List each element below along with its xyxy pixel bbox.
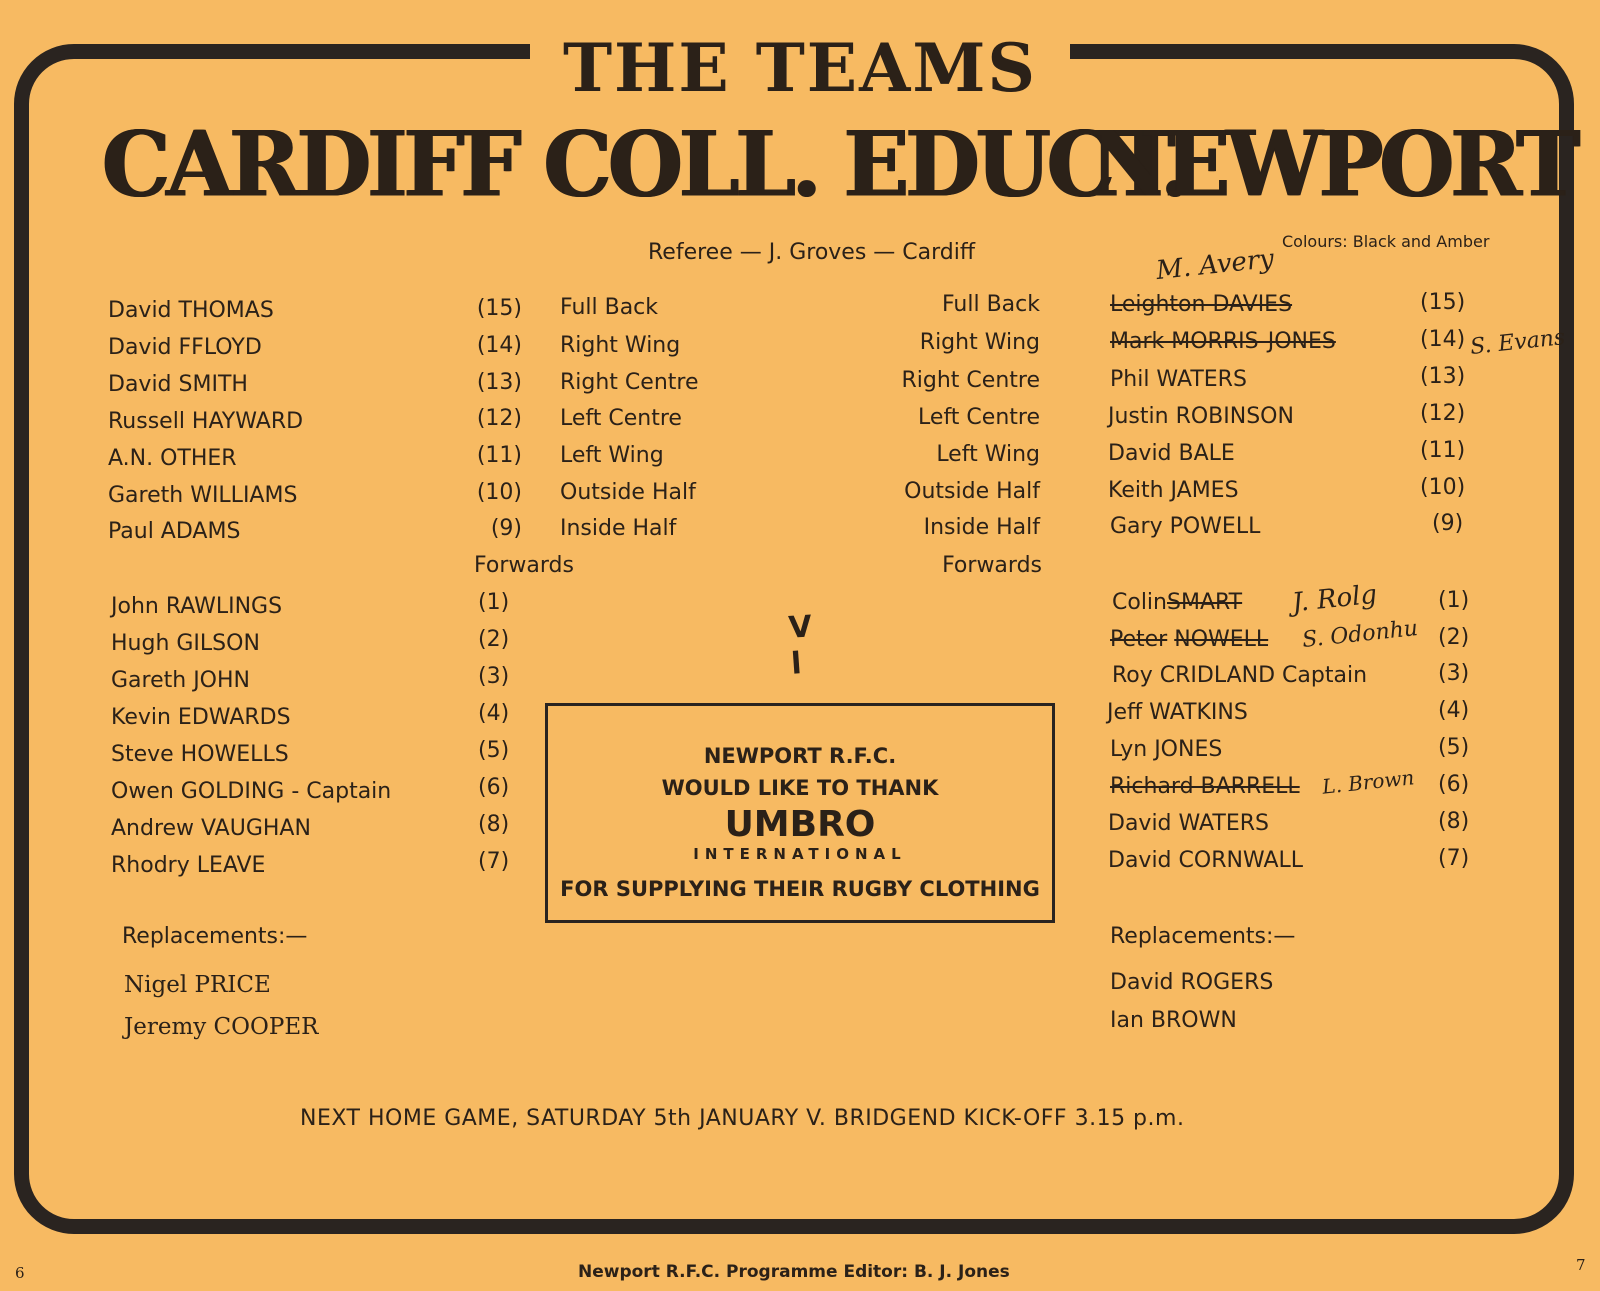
home-player-num: (15) [476,296,522,321]
away-player: David BALE [1108,441,1235,466]
away-player-num: (12) [1420,401,1466,426]
away-player: Justin ROBINSON [1108,404,1294,429]
away-player-num: (4) [1438,698,1470,723]
handwritten-replacement: S. Odonhu [1301,615,1420,654]
away-colours: Colours: Black and Amber [1282,232,1490,251]
away-player: David CORNWALL [1108,848,1304,873]
away-player-num: (6) [1438,772,1470,797]
away-player-num: (7) [1438,846,1470,871]
home-player-num: (13) [476,370,522,395]
away-player-last: NOWELL [1174,627,1269,652]
away-position: Inside Half [923,515,1040,540]
home-player-num: (5) [478,738,510,763]
away-player-last: SMART [1167,590,1243,615]
away-player [1110,627,1268,652]
home-player-num: (4) [478,701,510,726]
sponsor-box [545,703,1055,923]
home-replacement: Jeremy COOPER [124,1014,319,1040]
away-player: Richard BARRELL [1110,774,1300,799]
away-forwards-label: Forwards [942,553,1042,578]
home-player: Russell HAYWARD [108,409,304,434]
page-number-left: 6 [15,1264,25,1282]
home-team-name: CARDIFF COLL. EDUCT. [102,111,1187,218]
home-player-num: (7) [478,849,510,874]
home-player-num: (10) [476,480,522,505]
handwritten-replacement: L. Brown [1320,765,1416,799]
home-player-num: (1) [478,590,510,615]
home-player: Rhodry LEAVE [111,853,266,878]
home-position: Left Wing [560,443,664,468]
sponsor-line-1: NEWPORT R.F.C. [703,744,897,768]
away-player-num: (9) [1432,511,1464,536]
away-player-first: Peter [1110,627,1168,652]
home-player: Gareth JOHN [111,668,250,693]
sponsor-line-5: FOR SUPPLYING THEIR RUGBY CLOTHING [560,877,1040,901]
away-player-num: (1) [1438,588,1470,613]
away-player: Jeff WATKINS [1107,700,1248,725]
home-replacement: Nigel PRICE [124,972,271,998]
home-player: Gareth WILLIAMS [108,483,298,508]
home-player: David FFLOYD [108,335,262,360]
home-position: Full Back [560,295,659,320]
away-replacements-label: Replacements:— [1110,924,1296,949]
center-handwritten-mark [788,609,816,682]
away-position: Right Centre [901,368,1040,393]
away-player-num: (2) [1438,625,1470,650]
away-replacement: David ROGERS [1110,970,1274,995]
home-player-num: (6) [478,775,510,800]
page-number-right: 7 [1576,1256,1586,1274]
sponsor-line-4: INTERNATIONAL [693,845,907,863]
away-player-num: (14) [1420,327,1466,352]
home-forwards-label: Forwards [474,553,574,578]
handwritten-replacement: J. Rolg [1290,579,1379,619]
away-player: Mark MORRIS-JONES [1110,329,1336,354]
away-position: Outside Half [904,479,1040,504]
home-player: Steve HOWELLS [111,742,289,767]
away-team-name: NEWPORT [1090,111,1577,218]
away-player: Roy CRIDLAND Captain [1112,663,1368,688]
home-player-num: (14) [476,333,522,358]
home-player-num: (9) [490,516,522,541]
handwritten-replacement: M. Avery [1154,243,1276,287]
away-player: Keith JAMES [1108,478,1239,503]
home-player: John RAWLINGS [111,594,283,619]
away-player-num: (3) [1438,661,1470,686]
page-title: THE TEAMS [562,29,1038,107]
home-player: Owen GOLDING - Captain [111,779,392,804]
away-player: Phil WATERS [1110,367,1247,392]
away-player: Lyn JONES [1110,737,1223,762]
home-player: David THOMAS [108,298,274,323]
referee: Referee — J. Groves — Cardiff [648,240,976,265]
home-player: Hugh GILSON [111,631,260,656]
handwritten-replacement: S. Evans [1468,325,1567,360]
home-player-num: (12) [476,406,522,431]
sponsor-brand: UMBRO [724,804,876,845]
away-position: Left Centre [918,405,1040,430]
away-player-num: (15) [1420,290,1466,315]
center-mark-text: V l [787,609,814,682]
home-player-num: (3) [478,664,510,689]
away-player: David WATERS [1108,811,1269,836]
away-replacement: Ian BROWN [1110,1008,1237,1033]
away-player: Gary POWELL [1110,514,1261,539]
away-position: Full Back [941,292,1040,317]
footer-editor: Newport R.F.C. Programme Editor: B. J. Jones [578,1262,1010,1282]
home-position: Right Wing [560,333,681,358]
home-player-num: (8) [478,812,510,837]
sponsor-line-2: WOULD LIKE TO THANK [661,776,939,800]
next-game-notice: NEXT HOME GAME, SATURDAY 5th JANUARY V. BRIDGEND KICK-OFF 3.15 p.m. [300,1106,1185,1131]
home-replacements-label: Replacements:— [122,924,308,949]
home-position: Right Centre [560,370,699,395]
away-position: Left Wing [936,442,1040,467]
home-player: David SMITH [108,372,248,397]
home-player: Paul ADAMS [108,519,241,544]
home-player-num: (11) [476,443,522,468]
away-player [1112,590,1242,615]
away-player-num: (8) [1438,809,1470,834]
away-player-num: (11) [1420,438,1466,463]
home-position: Inside Half [560,516,677,541]
away-player-first: Colin [1112,590,1167,615]
home-player: A.N. OTHER [108,446,237,471]
home-player: Kevin EDWARDS [111,705,291,730]
home-position: Outside Half [560,480,696,505]
home-player-num: (2) [478,627,510,652]
away-player-num: (10) [1420,475,1466,500]
home-player: Andrew VAUGHAN [111,816,311,841]
away-player-num: (13) [1420,364,1466,389]
away-position: Right Wing [919,330,1040,355]
away-player: Leighton DAVIES [1110,292,1293,317]
away-player-num: (5) [1438,735,1470,760]
home-position: Left Centre [560,406,682,431]
